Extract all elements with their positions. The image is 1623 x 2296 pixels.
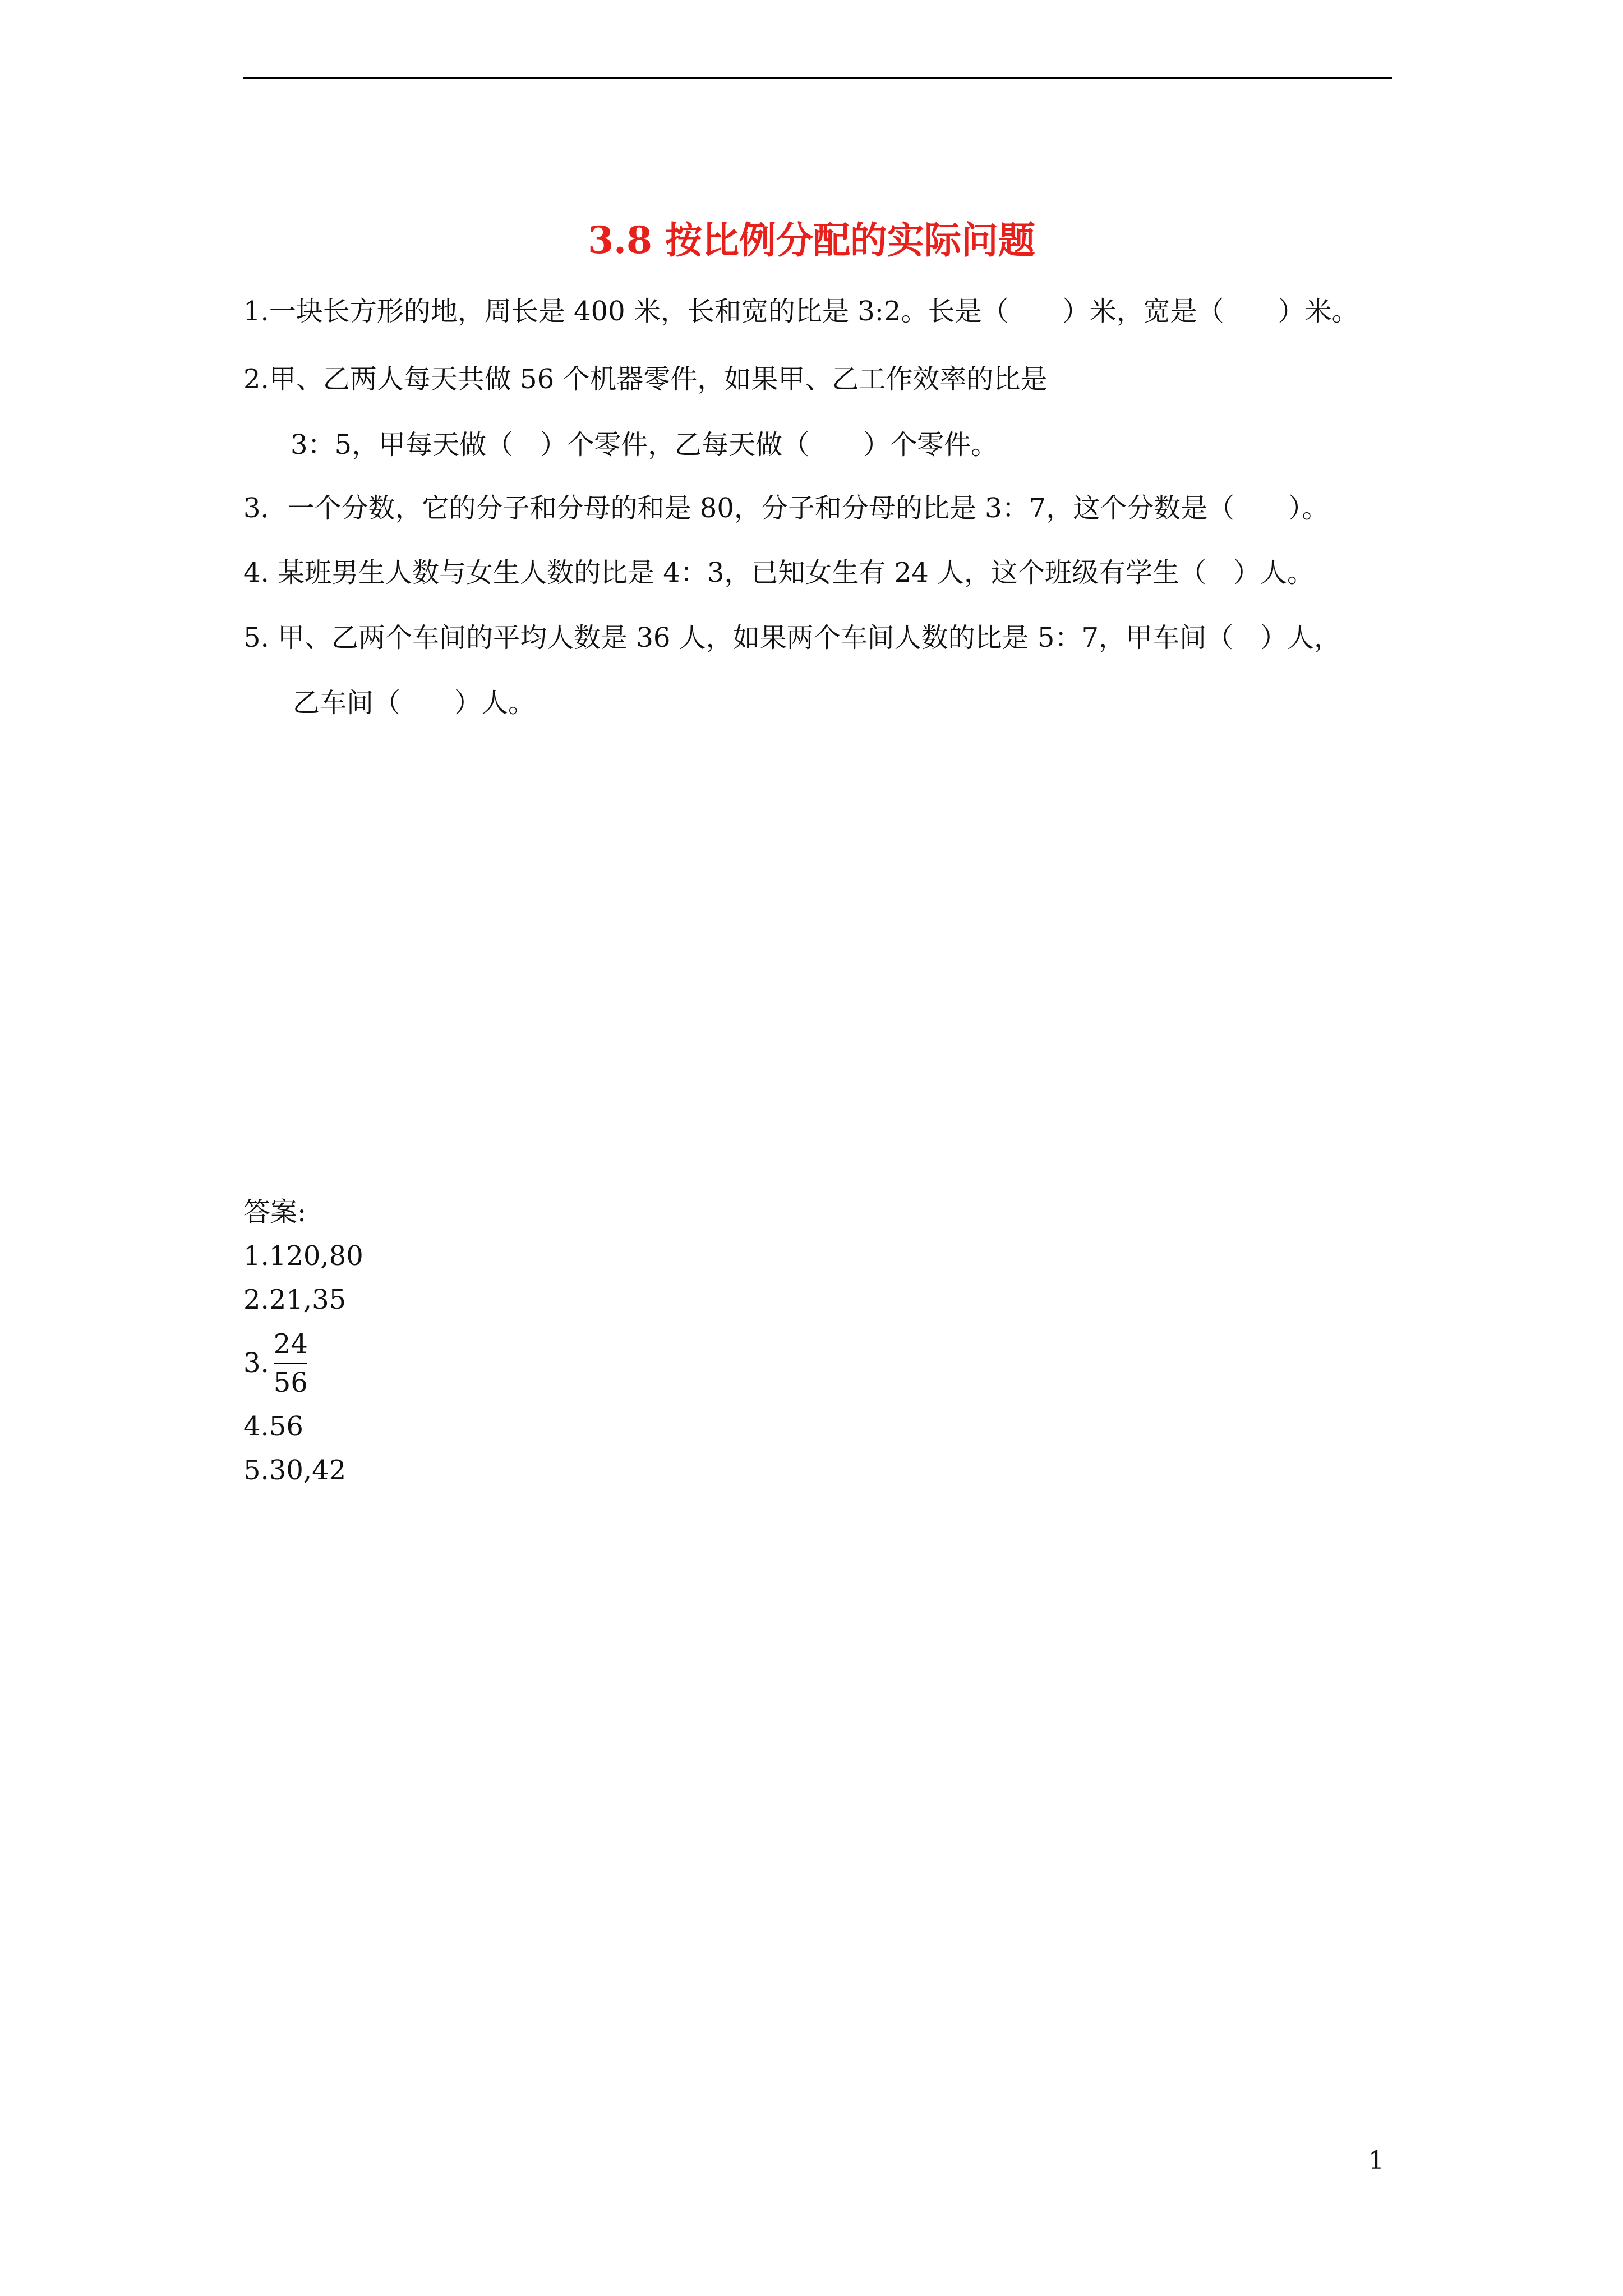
question-2: 2.甲、乙两人每天共做 56 个机器零件，如果甲、乙工作效率的比是 (243, 364, 1048, 395)
page-title: 3.8 按比例分配的实际问题 (588, 218, 1035, 262)
answer-3-fraction (271, 1328, 310, 1399)
question-5-continued: 乙车间（ ）人。 (293, 687, 536, 719)
fraction-bar (274, 1363, 307, 1364)
fraction-numerator: 24 (273, 1328, 308, 1360)
answer-5: 5.30,42 (243, 1455, 347, 1486)
header-rule (243, 77, 1392, 79)
fraction-denominator: 56 (273, 1366, 308, 1398)
page-number: 1 (1368, 2146, 1384, 2175)
answer-4: 4.56 (243, 1411, 303, 1442)
answer-3 (243, 1322, 363, 1405)
answer-3-prefix: 3. (243, 1347, 269, 1379)
answers-section (243, 1190, 363, 1492)
question-4: 4. 某班男生人数与女生人数的比是 4：3，已知女生有 24 人，这个班级有学生（ ）人。 (243, 557, 1314, 588)
question-3: 3．一个分数，它的分子和分母的和是 80，分子和分母的比是 3：7，这个分数是（ ）。 (243, 493, 1329, 524)
question-2-continued: 3：5，甲每天做（ ）个零件，乙每天做（ ）个零件。 (291, 429, 998, 461)
answer-2: 2.21,35 (243, 1284, 347, 1315)
question-5: 5. 甲、乙两个车间的平均人数是 36 人，如果两个车间人数的比是 5：7，甲车间（ ）人， (243, 622, 1341, 654)
answers-heading: 答案: (243, 1197, 307, 1228)
answer-1: 1.120,80 (243, 1240, 363, 1272)
question-1: 1.一块长方形的地，周长是 400 米，长和宽的比是 3:2。长是（ ）米，宽是（ ）米。 (243, 296, 1359, 327)
